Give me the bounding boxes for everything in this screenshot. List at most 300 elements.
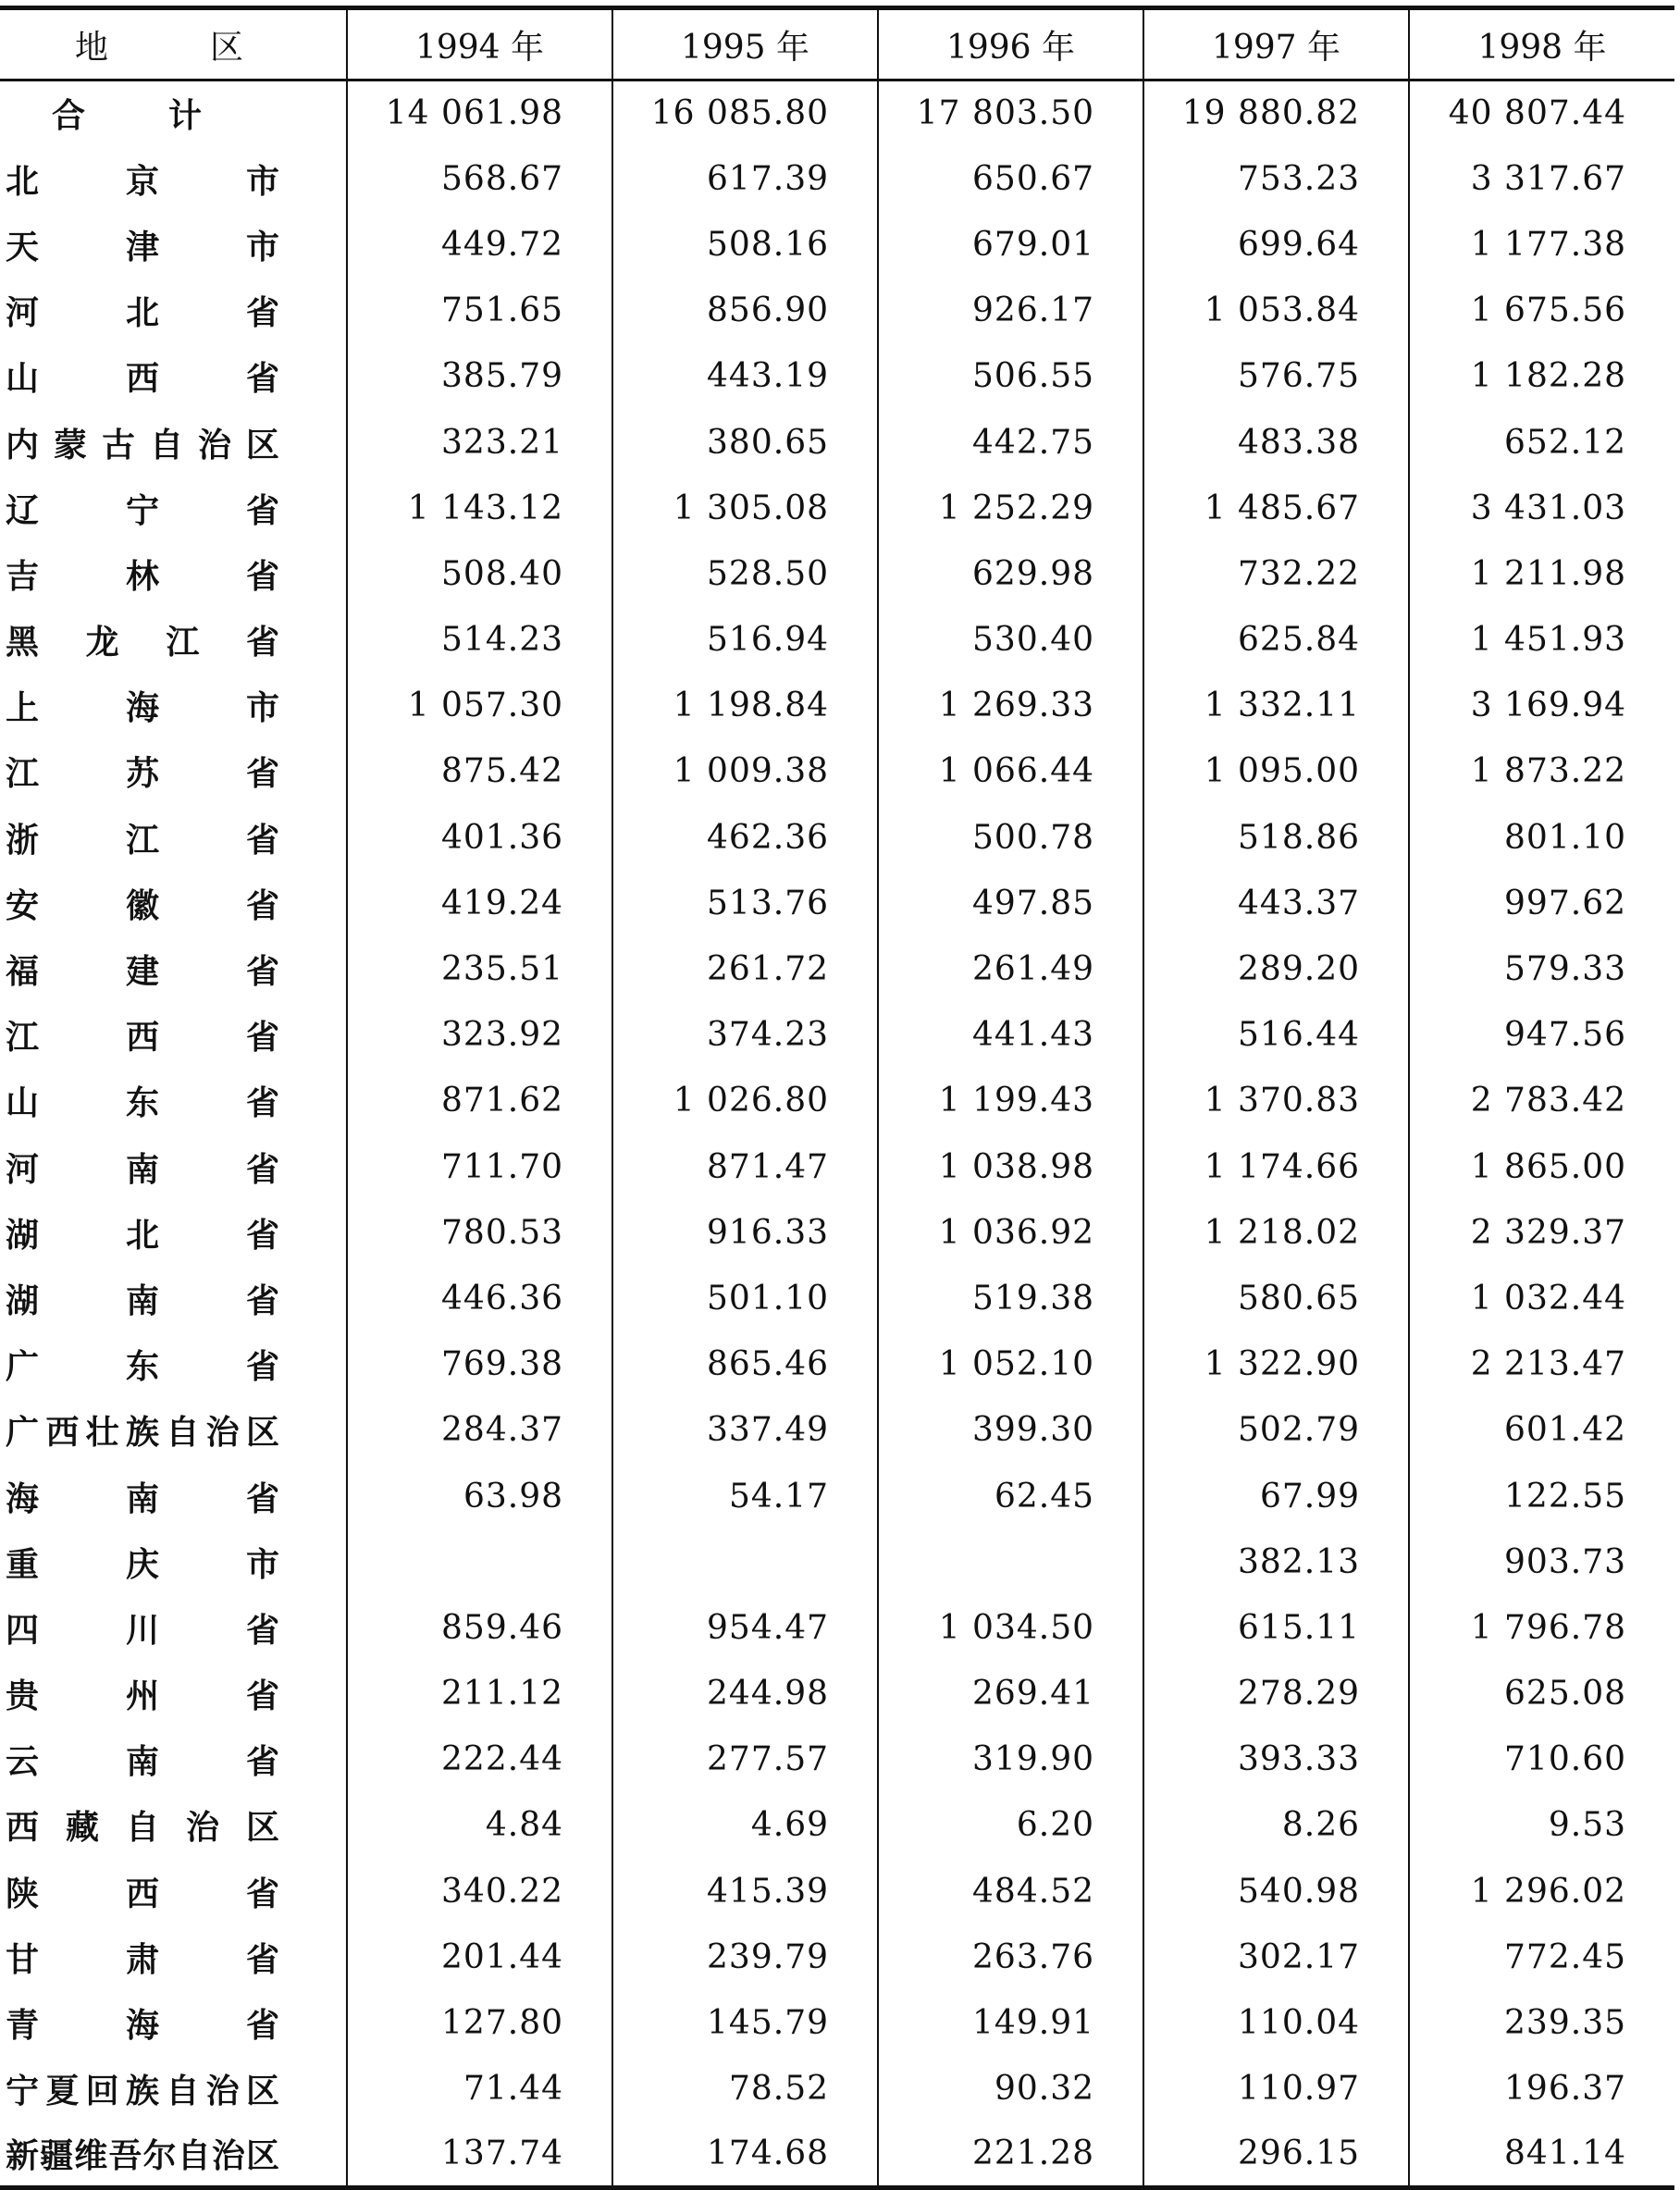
value-cell: 4.69 (612, 1792, 878, 1858)
value-cell: 516.44 (1143, 1002, 1409, 1068)
header-year: 1994 年 (347, 8, 612, 80)
region-char: 市 (245, 1544, 279, 1584)
region-char: 甘 (6, 1939, 40, 1979)
value-cell: 514.23 (347, 607, 612, 673)
value-cell: 263.76 (878, 1924, 1143, 1990)
region-cell (0, 343, 347, 409)
region-char: 河 (6, 1149, 40, 1189)
value-cell: 508.16 (612, 212, 878, 278)
table-row (0, 2056, 1674, 2122)
value-cell (612, 1529, 878, 1595)
value-cell: 269.41 (878, 1661, 1143, 1726)
region-char: 省 (245, 1677, 279, 1716)
value-cell: 3 431.03 (1409, 476, 1674, 541)
region-char: 海 (6, 1479, 40, 1518)
value-cell: 110.97 (1143, 2056, 1409, 2122)
region-char: 京 (125, 161, 159, 201)
table-row (0, 1924, 1674, 1990)
region-char: 黑 (6, 623, 40, 662)
region-char: 区 (245, 1808, 279, 1848)
value-cell: 443.19 (612, 343, 878, 409)
region-char: 东 (125, 1347, 159, 1387)
region-cell (0, 1859, 347, 1924)
value-cell: 859.46 (347, 1595, 612, 1661)
region-cell (0, 212, 347, 278)
value-cell: 1 066.44 (878, 738, 1143, 804)
region-char: 自 (166, 2072, 200, 2111)
region-cell (0, 1266, 347, 1331)
value-cell: 780.53 (347, 1200, 612, 1266)
table-row (0, 738, 1674, 804)
value-cell: 508.40 (347, 541, 612, 607)
region-char: 龙 (85, 623, 119, 662)
region-char: 自 (166, 1413, 200, 1453)
value-cell: 374.23 (612, 1002, 878, 1068)
region-char: 省 (245, 293, 279, 333)
value-cell: 601.42 (1409, 1397, 1674, 1463)
header-region-char: 区 (210, 28, 244, 67)
value-cell: 17 803.50 (878, 80, 1143, 146)
value-cell: 319.90 (878, 1726, 1143, 1792)
value-cell: 401.36 (347, 805, 612, 871)
value-cell: 145.79 (612, 1990, 878, 2056)
region-char: 族 (125, 1413, 159, 1453)
region-char: 省 (245, 1479, 279, 1518)
value-cell: 699.64 (1143, 212, 1409, 278)
value-cell: 501.10 (612, 1266, 878, 1331)
region-char: 西 (125, 1018, 159, 1058)
region-char: 宁 (6, 2072, 40, 2111)
table-row (0, 1266, 1674, 1331)
value-cell: 462.36 (612, 805, 878, 871)
table-row (0, 673, 1674, 738)
region-char: 自 (177, 2136, 211, 2176)
value-cell: 261.49 (878, 936, 1143, 1002)
value-cell: 954.47 (612, 1595, 878, 1661)
value-cell: 711.70 (347, 1134, 612, 1200)
total-row (0, 80, 1674, 146)
value-cell: 449.72 (347, 212, 612, 278)
region-cell (0, 2056, 347, 2122)
region-char: 省 (245, 1215, 279, 1255)
region-char: 新 (6, 2136, 40, 2176)
region-char: 治 (185, 1808, 219, 1848)
value-cell: 916.33 (612, 1200, 878, 1266)
value-cell: 323.21 (347, 409, 612, 475)
region-char: 南 (125, 1479, 159, 1518)
value-cell: 502.79 (1143, 1397, 1409, 1463)
region-char: 省 (245, 1939, 279, 1979)
value-cell: 67.99 (1143, 1463, 1409, 1528)
value-cell: 1 485.67 (1143, 476, 1409, 541)
region-char: 古 (101, 425, 135, 464)
value-cell: 875.42 (347, 738, 612, 804)
table-row (0, 278, 1674, 343)
region-cell (0, 871, 347, 936)
value-cell: 679.01 (878, 212, 1143, 278)
region-char: 贵 (6, 1677, 40, 1716)
header-year: 1996 年 (878, 8, 1143, 80)
value-cell: 1 198.84 (612, 673, 878, 738)
region-char: 四 (6, 1610, 40, 1650)
region-char: 计 (168, 96, 203, 136)
value-cell: 483.38 (1143, 409, 1409, 475)
table-row (0, 1859, 1674, 1924)
value-cell: 1 675.56 (1409, 278, 1674, 343)
table-row (0, 936, 1674, 1002)
value-cell: 221.28 (878, 2122, 1143, 2187)
region-cell (0, 80, 347, 146)
value-cell: 1 034.50 (878, 1595, 1143, 1661)
region-cell (0, 738, 347, 804)
region-char: 庆 (125, 1544, 159, 1584)
region-char: 东 (125, 1083, 159, 1123)
region-char: 区 (245, 425, 279, 464)
region-char: 湖 (6, 1215, 40, 1255)
value-cell: 393.33 (1143, 1726, 1409, 1792)
table-row (0, 1068, 1674, 1133)
region-char: 省 (245, 623, 279, 662)
table-row (0, 212, 1674, 278)
region-char: 辽 (6, 490, 40, 530)
region-char: 合 (51, 96, 85, 136)
region-char: 徽 (125, 885, 159, 925)
value-cell: 2 783.42 (1409, 1068, 1674, 1133)
value-cell: 446.36 (347, 1266, 612, 1331)
value-cell: 441.43 (878, 1002, 1143, 1068)
value-cell: 1 032.44 (1409, 1266, 1674, 1331)
value-cell: 568.67 (347, 146, 612, 212)
region-char: 广 (6, 1413, 40, 1453)
region-char: 省 (245, 885, 279, 925)
region-char: 治 (211, 2136, 245, 2176)
region-char: 省 (245, 1347, 279, 1387)
region-char: 江 (6, 754, 40, 794)
region-char: 藏 (65, 1808, 99, 1848)
value-cell: 399.30 (878, 1397, 1143, 1463)
region-char: 尔 (142, 2136, 177, 2176)
region-char: 重 (6, 1544, 40, 1584)
region-char: 自 (149, 425, 183, 464)
value-cell: 127.80 (347, 1990, 612, 2056)
value-cell: 9.53 (1409, 1792, 1674, 1858)
region-cell (0, 278, 347, 343)
value-cell: 110.04 (1143, 1990, 1409, 2056)
table-row (0, 1726, 1674, 1792)
value-cell: 1 038.98 (878, 1134, 1143, 1200)
value-cell: 296.15 (1143, 2122, 1409, 2187)
value-cell: 1 057.30 (347, 673, 612, 738)
region-cell (0, 1002, 347, 1068)
value-cell: 2 213.47 (1409, 1331, 1674, 1397)
region-cell (0, 146, 347, 212)
region-char: 南 (125, 1281, 159, 1320)
value-cell: 71.44 (347, 2056, 612, 2122)
value-cell: 579.33 (1409, 936, 1674, 1002)
value-cell: 8.26 (1143, 1792, 1409, 1858)
region-char: 陕 (6, 1874, 40, 1913)
region-char: 区 (245, 2136, 279, 2176)
region-cell (0, 1068, 347, 1133)
value-cell: 629.98 (878, 541, 1143, 607)
region-char: 自 (125, 1808, 159, 1848)
region-char: 省 (245, 1281, 279, 1320)
value-cell: 201.44 (347, 1924, 612, 1990)
value-cell: 1 009.38 (612, 738, 878, 804)
header-year: 1997 年 (1143, 8, 1409, 80)
value-cell: 1 296.02 (1409, 1859, 1674, 1924)
region-char: 省 (245, 1874, 279, 1913)
region-char: 省 (245, 1083, 279, 1123)
value-cell: 1 370.83 (1143, 1068, 1409, 1133)
value-cell: 926.17 (878, 278, 1143, 343)
value-cell: 772.45 (1409, 1924, 1674, 1990)
value-cell: 382.13 (1143, 1529, 1409, 1595)
table-row (0, 2122, 1674, 2187)
value-cell: 518.86 (1143, 805, 1409, 871)
value-cell: 19 880.82 (1143, 80, 1409, 146)
value-cell: 751.65 (347, 278, 612, 343)
value-cell: 16 085.80 (612, 80, 878, 146)
value-cell: 149.91 (878, 1990, 1143, 2056)
value-cell: 337.49 (612, 1397, 878, 1463)
region-char: 西 (6, 1808, 40, 1848)
value-cell: 137.74 (347, 2122, 612, 2187)
value-cell: 1 865.00 (1409, 1134, 1674, 1200)
value-cell: 385.79 (347, 343, 612, 409)
value-cell: 1 174.66 (1143, 1134, 1409, 1200)
region-char: 云 (6, 1742, 40, 1782)
region-cell (0, 1200, 347, 1266)
region-cell (0, 476, 347, 541)
table-row (0, 476, 1674, 541)
value-cell: 1 252.29 (878, 476, 1143, 541)
value-cell: 235.51 (347, 936, 612, 1002)
region-cell (0, 1529, 347, 1595)
value-cell: 54.17 (612, 1463, 878, 1528)
region-char: 西 (45, 1413, 80, 1453)
table-row (0, 146, 1674, 212)
region-char: 省 (245, 490, 279, 530)
region-char: 省 (245, 1149, 279, 1189)
value-cell: 652.12 (1409, 409, 1674, 475)
value-cell: 871.62 (347, 1068, 612, 1133)
region-char: 海 (125, 688, 159, 728)
region-cell (0, 805, 347, 871)
region-char: 省 (245, 952, 279, 992)
region-char: 治 (205, 1413, 240, 1453)
table-body (0, 80, 1674, 2188)
region-cell (0, 2122, 347, 2187)
header-region-char: 地 (74, 28, 108, 67)
region-char: 江 (6, 1018, 40, 1058)
region-char: 青 (6, 2006, 40, 2046)
value-cell: 289.20 (1143, 936, 1409, 1002)
value-cell: 484.52 (878, 1859, 1143, 1924)
value-cell: 340.22 (347, 1859, 612, 1924)
region-cell (0, 1990, 347, 2056)
table-row (0, 1463, 1674, 1528)
value-cell: 415.39 (612, 1859, 878, 1924)
value-cell: 62.45 (878, 1463, 1143, 1528)
value-cell: 500.78 (878, 805, 1143, 871)
region-char: 族 (125, 2072, 159, 2111)
value-cell: 4.84 (347, 1792, 612, 1858)
value-cell: 580.65 (1143, 1266, 1409, 1331)
value-cell: 1 143.12 (347, 476, 612, 541)
value-cell: 625.84 (1143, 607, 1409, 673)
region-cell (0, 541, 347, 607)
value-cell: 530.40 (878, 607, 1143, 673)
region-cell (0, 409, 347, 475)
value-cell: 419.24 (347, 871, 612, 936)
region-char: 州 (125, 1677, 159, 1716)
region-char: 天 (6, 227, 40, 266)
region-char: 蒙 (53, 425, 87, 464)
header-region (0, 8, 347, 80)
region-char: 西 (125, 359, 159, 399)
value-cell: 380.65 (612, 409, 878, 475)
region-char: 疆 (40, 2136, 74, 2176)
region-cell (0, 1134, 347, 1200)
value-cell: 871.47 (612, 1134, 878, 1200)
region-cell (0, 936, 347, 1002)
region-cell (0, 1397, 347, 1463)
region-char: 山 (6, 1083, 40, 1123)
value-cell: 239.35 (1409, 1990, 1674, 2056)
header-year: 1998 年 (1409, 8, 1674, 80)
value-cell: 3 317.67 (1409, 146, 1674, 212)
value-cell: 497.85 (878, 871, 1143, 936)
region-cell (0, 1792, 347, 1858)
value-cell: 1 053.84 (1143, 278, 1409, 343)
region-char: 吉 (6, 556, 40, 596)
region-char: 浙 (6, 820, 40, 860)
value-cell: 997.62 (1409, 871, 1674, 936)
value-cell: 540.98 (1143, 1859, 1409, 1924)
region-char: 治 (197, 425, 231, 464)
region-char: 湖 (6, 1281, 40, 1320)
value-cell: 1 182.28 (1409, 343, 1674, 409)
header-year: 1995 年 (612, 8, 878, 80)
region-char: 区 (245, 1413, 279, 1453)
region-char: 省 (245, 1610, 279, 1650)
value-cell: 122.55 (1409, 1463, 1674, 1528)
value-cell: 769.38 (347, 1331, 612, 1397)
value-cell: 222.44 (347, 1726, 612, 1792)
region-char: 海 (125, 2006, 159, 2046)
value-cell: 277.57 (612, 1726, 878, 1792)
region-char: 市 (245, 688, 279, 728)
region-char: 津 (125, 227, 159, 266)
region-char: 省 (245, 359, 279, 399)
region-char: 北 (125, 1215, 159, 1255)
region-char: 广 (6, 1347, 40, 1387)
value-cell: 196.37 (1409, 2056, 1674, 2122)
region-char: 维 (74, 2136, 108, 2176)
value-cell: 513.76 (612, 871, 878, 936)
region-char: 治 (205, 2072, 240, 2111)
region-cell (0, 1924, 347, 1990)
value-cell: 239.79 (612, 1924, 878, 1990)
value-cell: 865.46 (612, 1331, 878, 1397)
region-char: 夏 (45, 2072, 80, 2111)
value-cell: 617.39 (612, 146, 878, 212)
region-cell (0, 1726, 347, 1792)
table-row (0, 871, 1674, 936)
table-row (0, 409, 1674, 475)
region-char: 省 (245, 2006, 279, 2046)
table-header (0, 8, 1674, 80)
region-cell (0, 607, 347, 673)
value-cell: 650.67 (878, 146, 1143, 212)
region-char: 宁 (125, 490, 159, 530)
value-cell: 732.22 (1143, 541, 1409, 607)
table-row (0, 1200, 1674, 1266)
region-cell (0, 1331, 347, 1397)
region-char: 肃 (125, 1939, 159, 1979)
table-row (0, 1002, 1674, 1068)
value-cell: 1 451.93 (1409, 607, 1674, 673)
value-cell: 506.55 (878, 343, 1143, 409)
value-cell: 1 269.33 (878, 673, 1143, 738)
value-cell: 3 169.94 (1409, 673, 1674, 738)
value-cell: 278.29 (1143, 1661, 1409, 1726)
table-row (0, 1595, 1674, 1661)
value-cell: 1 199.43 (878, 1068, 1143, 1133)
table-row (0, 1331, 1674, 1397)
value-cell: 1 177.38 (1409, 212, 1674, 278)
table-row (0, 805, 1674, 871)
value-cell: 302.17 (1143, 1924, 1409, 1990)
region-char: 市 (245, 161, 279, 201)
value-cell: 40 807.44 (1409, 80, 1674, 146)
region-char: 苏 (125, 754, 159, 794)
value-cell: 443.37 (1143, 871, 1409, 936)
region-char: 南 (125, 1149, 159, 1189)
value-cell: 2 329.37 (1409, 1200, 1674, 1266)
value-cell: 174.68 (612, 2122, 878, 2187)
region-char: 北 (6, 161, 40, 201)
region-char: 北 (125, 293, 159, 333)
value-cell: 284.37 (347, 1397, 612, 1463)
value-cell: 753.23 (1143, 146, 1409, 212)
value-cell: 1 305.08 (612, 476, 878, 541)
value-cell: 323.92 (347, 1002, 612, 1068)
region-char: 南 (125, 1742, 159, 1782)
value-cell: 519.38 (878, 1266, 1143, 1331)
region-char: 市 (245, 227, 279, 266)
value-cell (347, 1529, 612, 1595)
region-char: 西 (125, 1874, 159, 1913)
region-char: 省 (245, 1018, 279, 1058)
value-cell: 261.72 (612, 936, 878, 1002)
value-cell: 710.60 (1409, 1726, 1674, 1792)
value-cell: 528.50 (612, 541, 878, 607)
region-char: 江 (125, 820, 159, 860)
value-cell: 1 218.02 (1143, 1200, 1409, 1266)
value-cell: 1 026.80 (612, 1068, 878, 1133)
value-cell: 841.14 (1409, 2122, 1674, 2187)
region-char: 林 (125, 556, 159, 596)
value-cell: 211.12 (347, 1661, 612, 1726)
region-char: 川 (125, 1610, 159, 1650)
region-char: 省 (245, 820, 279, 860)
value-cell: 1 332.11 (1143, 673, 1409, 738)
value-cell: 801.10 (1409, 805, 1674, 871)
table-row (0, 607, 1674, 673)
table-row (0, 541, 1674, 607)
